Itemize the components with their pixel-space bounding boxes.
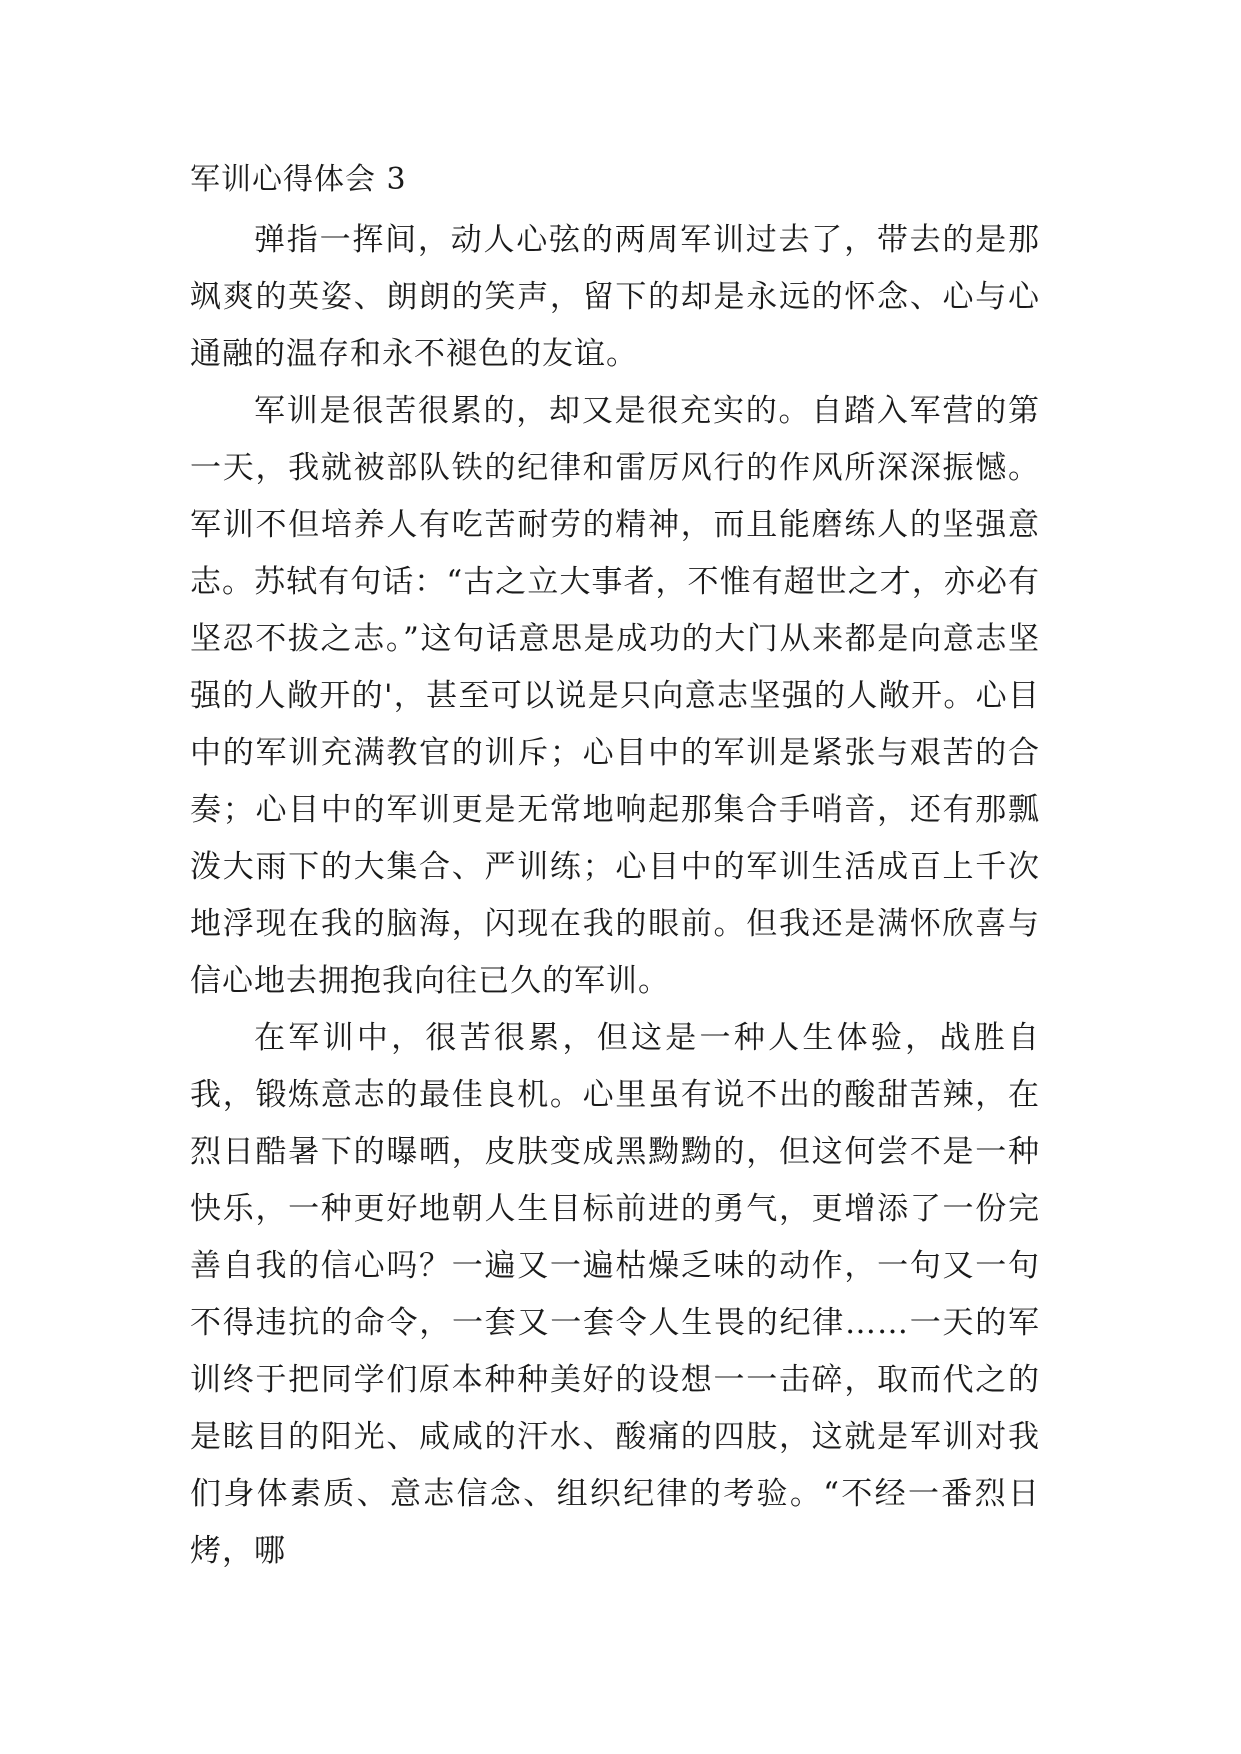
paragraph-3: 在军训中，很苦很累，但这是一种人生体验，战胜自我，锻炼意志的最佳良机。心里虽有说不出的酸甜苦辣，在烈日酷暑下的曝晒，皮肤变成黑黝黝的，但这何尝不是一种快乐，一种更好地朝人生目标前进的勇气，更增添了一份完善自我的信心吗？一遍又一遍枯燥乏味的动作，一句又一句不得违抗的命令，一套又一套令人生畏的纪律……一天的军训终于把同学们原本种种美好的设想一一击碎，取而代之的是眩目的阳光、咸咸的汗水、酸痛的四肢，这就是军训对我们身体素质、意志信念、组织纪律的考验。“不经一番烈日烤，哪 xyxy=(190,1020,1040,1569)
document-title: 军训心得体会 3 xyxy=(190,162,407,197)
paragraph-2: 军训是很苦很累的，却又是很充实的。自踏入军营的第一天，我就被部队铁的纪律和雷厉风行的作风所深深振憾。军训不但培养人有吃苦耐劳的精神，而且能磨练人的坚强意志。苏轼有句话：“古之立大事者，不惟有超世之才，亦必有坚忍不拔之志。”这句话意思是成功的大门从来都是向意志坚强的人敞开的'，甚至可以说是只向意志坚强的人敞开。心目中的军训充满教官的训斥；心目中的军训是紧张与艰苦的合奏；心目中的军训更是无常地响起那集合手哨音，还有那瓢泼大雨下的大集合、严训练；心目中的军训生活成百上千次地浮现在我的脑海，闪现在我的眼前。但我还是满怀欣喜与信心地去拥抱我向往已久的军训。 xyxy=(190,393,1040,999)
document-body xyxy=(190,212,1040,1580)
paragraph-1: 弹指一挥间，动人心弦的两周军训过去了，带去的是那飒爽的英姿、朗朗的笑声，留下的却是永远的怀念、心与心通融的温存和永不褪色的友谊。 xyxy=(190,222,1040,372)
